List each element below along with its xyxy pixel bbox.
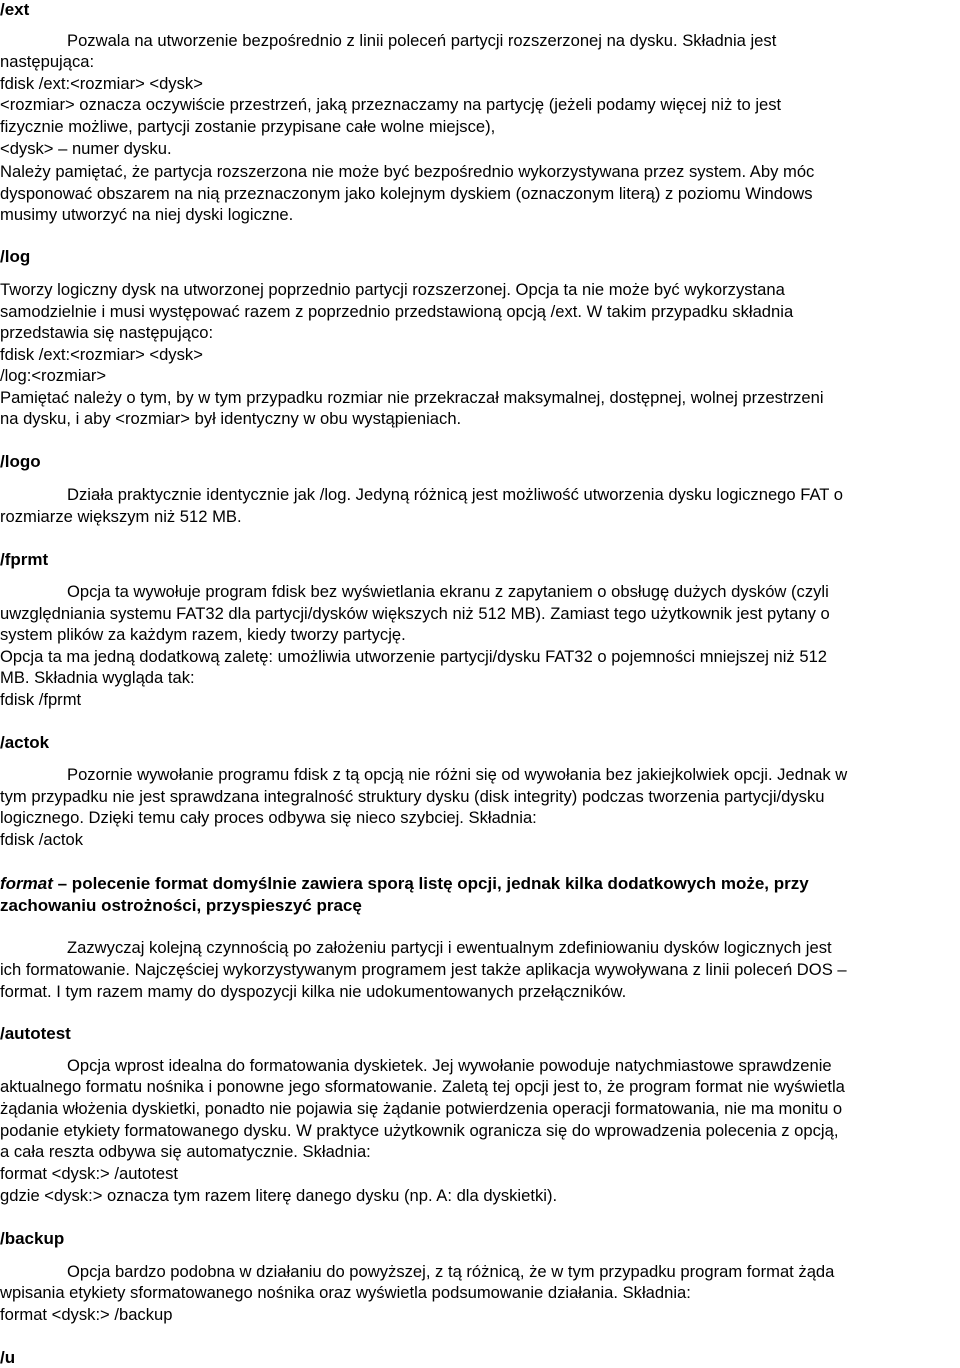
section-heading-ext: /ext [0, 0, 30, 19]
section-heading-actok: /actok [0, 733, 50, 752]
code-line: format <dysk:> /backup [0, 1305, 173, 1324]
paragraph-line: uwzględniania systemu FAT32 dla partycji/dysków większych niż 512 MB). Zamiast tego użytkownik jest pytany o [0, 604, 830, 623]
paragraph-line: dysponować obszarem na nią przeznaczonym jako kolejnym dyskiem (oznaczonym literą) z poziomu Windows [0, 184, 813, 203]
section-heading-backup: /backup [0, 1229, 65, 1248]
section-heading-logo: /logo [0, 452, 41, 471]
format-heading-text: – polecenie format domyślnie zawiera sporą listę opcji, jednak kilka dodatkowych może, przy [52, 874, 809, 893]
paragraph-line: przedstawia się następująco: [0, 323, 214, 342]
paragraph-line: Opcja ta wywołuje program fdisk bez wyświetlania ekranu z zapytaniem o obsługę dużych dysków (czyli [67, 582, 829, 601]
paragraph-line: Pozornie wywołanie programu fdisk z tą opcją nie różni się od wywołania bez jakiejkolwiek opcji. Jednak w [67, 765, 848, 784]
paragraph-line: <dysk> – numer dysku. [0, 139, 172, 158]
paragraph-line: format. I tym razem mamy do dyspozycji kilka nie udokumentowanych przełączników. [0, 982, 627, 1001]
paragraph-line: a cała reszta odbywa się automatycznie. Składnia: [0, 1142, 371, 1161]
code-line: /log:<rozmiar> [0, 366, 107, 385]
paragraph-line: samodzielnie i musi występować razem z poprzednio przedstawioną opcją /ext. W takim przypadku składnia [0, 302, 794, 321]
paragraph-line: ich formatowanie. Najczęściej wykorzystywanym programem jest także aplikacja wywoływana z linii poleceń DOS – [0, 960, 847, 979]
paragraph-line: Opcja wprost idealna do formatowania dyskietek. Jej wywołanie powoduje natychmiastowe sprawdzenie [67, 1056, 832, 1075]
paragraph-line: rozmiarze większym niż 512 MB. [0, 507, 242, 526]
format-heading [0, 874, 809, 894]
paragraph-line: podanie etykiety formatowanego dysku. W praktyce użytkownik ogranicza się do wprowadzenia polecenia z opcją, [0, 1121, 839, 1140]
paragraph-line: fizycznie możliwe, partycji zostanie przypisane całe wolne miejsce), [0, 117, 496, 136]
code-line: fdisk /actok [0, 830, 84, 849]
code-line: fdisk /fprmt [0, 690, 82, 709]
paragraph-line: następująca: [0, 52, 95, 71]
paragraph-line: Pozwala na utworzenie bezpośrednio z linii poleceń partycji rozszerzonej na dysku. Składnia jest [67, 31, 777, 50]
code-line: fdisk /ext:<rozmiar> <dysk> [0, 74, 203, 93]
code-line: format <dysk:> /autotest [0, 1164, 179, 1183]
paragraph-line: wpisania etykiety sformatowanego nośnika oraz wyświetla podsumowanie działania. Składnia: [0, 1283, 691, 1302]
section-heading-log: /log [0, 247, 31, 266]
paragraph-line: <rozmiar> oznacza oczywiście przestrzeń, jaką przeznaczamy na partycję (jeżeli podamy więcej niż to jest [0, 95, 782, 114]
paragraph-line: MB. Składnia wygląda tak: [0, 668, 195, 687]
section-heading-fprmt: /fprmt [0, 550, 49, 569]
paragraph-line: gdzie <dysk:> oznacza tym razem literę danego dysku (np. A: dla dyskietki). [0, 1186, 558, 1205]
paragraph-line: system plików za każdym razem, kiedy tworzy partycję. [0, 625, 406, 644]
paragraph-line: na dysku, i aby <rozmiar> był identyczny w obu wystąpieniach. [0, 409, 462, 428]
paragraph-line: żądania włożenia dyskietki, ponadto nie pojawia się żądanie potwierdzenia operacji formatowania, nie ma monitu o [0, 1099, 843, 1118]
code-line: fdisk /ext:<rozmiar> <dysk> [0, 345, 203, 364]
paragraph-line: Należy pamiętać, że partycja rozszerzona nie może być bezpośrednio wykorzystywana przez system. Aby móc [0, 162, 815, 181]
paragraph-line: Opcja bardzo podobna w działaniu do powyższej, z tą różnicą, że w tym przypadku program format żąda [67, 1262, 835, 1281]
section-heading-autotest: /autotest [0, 1024, 71, 1043]
format-heading-line-2: zachowaniu ostrożności, przyspieszyć pracę [0, 896, 362, 915]
paragraph-line: Pamiętać należy o tym, by w tym przypadku rozmiar nie przekraczał maksymalnej, dostępnej, wolnej przestrzeni [0, 388, 824, 407]
paragraph-line: aktualnego formatu nośnika i ponowne jego sformatowanie. Zaletą tej opcji jest to, że program format nie wyświetla [0, 1077, 845, 1096]
paragraph-line: Tworzy logiczny dysk na utworzonej poprzednio partycji rozszerzonej. Opcja ta nie może być wykorzystana [0, 280, 785, 299]
paragraph-line: Działa praktycznie identycznie jak /log. Jedyną różnicą jest możliwość utworzenia dysku logicznego FAT o [67, 485, 843, 504]
section-heading-u: /u [0, 1348, 16, 1367]
format-heading-command: format [0, 874, 53, 893]
paragraph-line: musimy utworzyć na niej dyski logiczne. [0, 205, 294, 224]
paragraph-line: Zazwyczaj kolejną czynnością po założeniu partycji i ewentualnym zdefiniowaniu dysków logicznych jest [67, 938, 832, 957]
paragraph-line: logicznego. Dzięki temu cały proces odbywa się nieco szybciej. Składnia: [0, 808, 537, 827]
paragraph-line: Opcja ta ma jedną dodatkową zaletę: umożliwia utworzenie partycji/dysku FAT32 o pojemności mniejszej niż 512 [0, 647, 828, 666]
paragraph-line: tym przypadku nie jest sprawdzana integralność struktury dysku (disk integrity) podczas tworzenia partycji/dysku [0, 787, 825, 806]
